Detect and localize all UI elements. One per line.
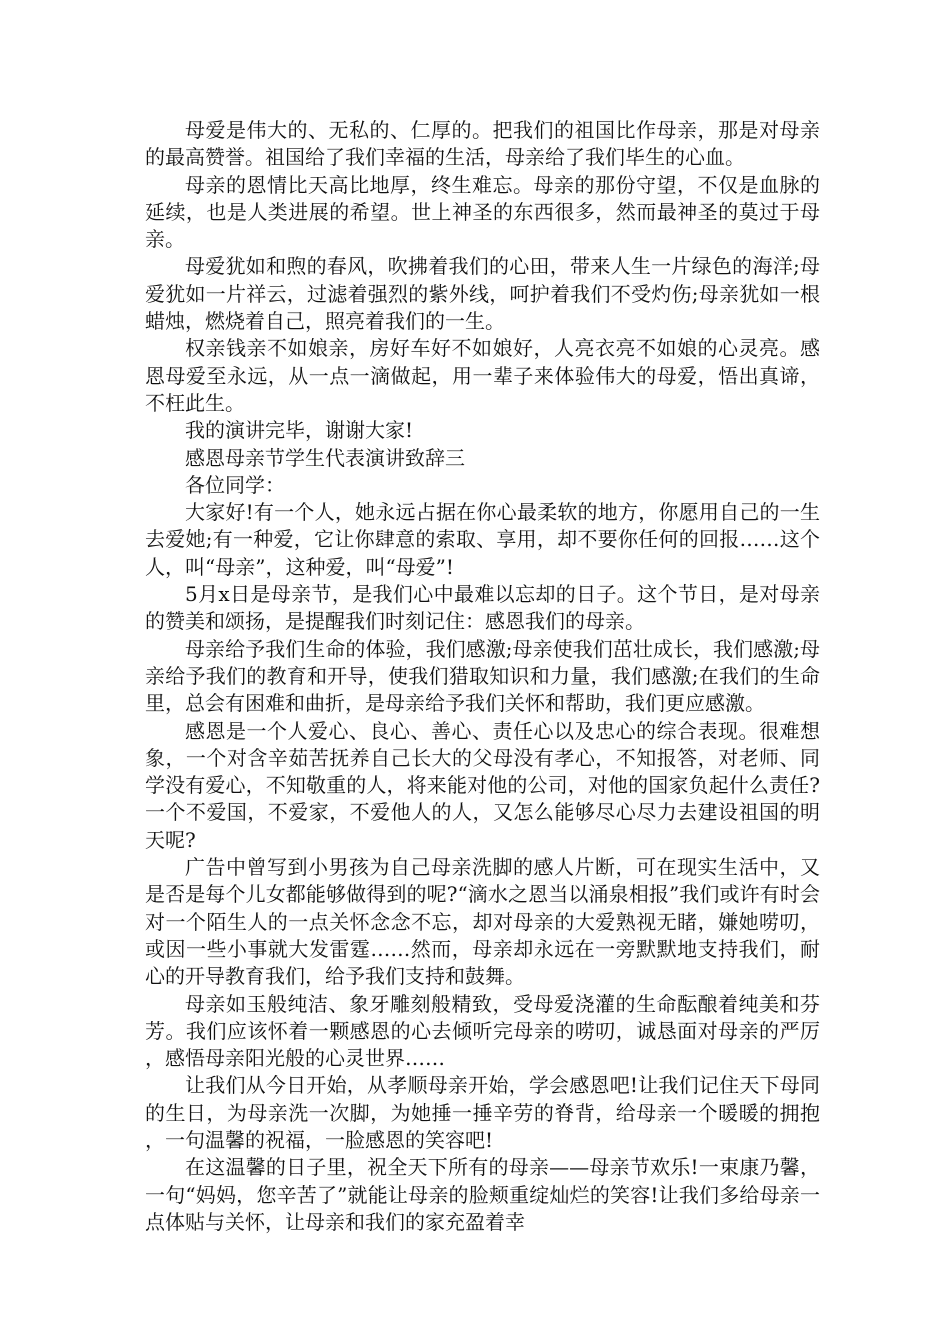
- paragraph-3: 母爱犹如和煦的春风，吹拂着我们的心田，带来人生一片绿色的海洋;母爱犹如一片祥云，过滤着强烈的紫外线，呵护着我们不受灼伤;母亲犹如一根蜡烛，燃烧着自己，照亮着我们的一生。: [145, 254, 820, 334]
- paragraph-1: 母爱是伟大的、无私的、仁厚的。把我们的祖国比作母亲，那是对母亲的最高赞誉。祖国给了我们幸福的生活，母亲给了我们毕生的心血。: [145, 118, 820, 170]
- paragraph-8: 大家好!有一个人，她永远占据在你心最柔软的地方，你愿用自己的一生去爱她;有一种爱，它让你肆意的索取、享用，却不要你任何的回报……这个人，叫“母亲”，这种爱，叫“母爱”!: [145, 500, 820, 579]
- paragraph-14: 让我们从今日开始，从孝顺母亲开始，学会感恩吧!让我们记住天下母同的生日，为母亲洗一次脚，为她捶一捶辛劳的脊背，给母亲一个暖暖的拥抱，一句温馨的祝福，一脸感恩的笑容吧!: [145, 1073, 820, 1152]
- paragraph-12: 广告中曾写到小男孩为自己母亲洗脚的感人片断，可在现实生活中，又是否是每个儿女都能够做得到的呢?“滴水之恩当以涌泉相报”我们或许有时会对一个陌生人的一点关怀念念不忘，却对母亲的大爱熟视无睹，嫌她唠叨，或因一些小事就大发雷霆……然而，母亲却永远在一旁默默地支持我们，耐心的开导教育我们，给予我们支持和鼓舞。: [145, 855, 820, 989]
- paragraph-15: 在这温馨的日子里，祝全天下所有的母亲——母亲节欢乐!一束康乃馨，一句“妈妈，您辛苦了”就能让母亲的脸颊重绽灿烂的笑容!让我们多给母亲一点体贴与关怀，让母亲和我们的家充盈着幸: [145, 1155, 820, 1234]
- document-body: [145, 117, 820, 1236]
- paragraph-4: 权亲钱亲不如娘亲，房好车好不如娘好，人亮衣亮不如娘的心灵亮。感恩母爱至永远，从一点一滴做起，用一辈子来体验伟大的母爱，悟出真谛，不枉此生。: [145, 336, 820, 415]
- paragraph-10: 母亲给予我们生命的体验，我们感激;母亲使我们茁壮成长，我们感激;母亲给予我们的教育和开导，使我们猎取知识和力量，我们感激;在我们的生命里，总会有困难和曲折，是母亲给予我们关怀和帮助，我们更应感激。: [145, 636, 820, 716]
- paragraph-13: 母亲如玉般纯洁、象牙雕刻般精致，受母爱浇灌的生命酝酿着纯美和芬芳。我们应该怀着一颗感恩的心去倾听完母亲的唠叨，诚恳面对母亲的严厉，感悟母亲阳光般的心灵世界……: [145, 991, 820, 1071]
- paragraph-11: 感恩是一个人爱心、良心、善心、责任心以及忠心的综合表现。很难想象，一个对含辛茹苦抚养自己长大的父母没有孝心，不知报答，对老师、同学没有爱心，不知敬重的人，将来能对他的公司，对他的国家负起什么责任?一个不爱国，不爱家，不爱他人的人，又怎么能够尽心尽力去建设祖国的明天呢?: [145, 718, 820, 852]
- paragraph-9: 5月x日是母亲节，是我们心中最难以忘却的日子。这个节日，是对母亲的赞美和颂扬，是提醒我们时刻记住：感恩我们的母亲。: [145, 582, 820, 634]
- speech-title: 感恩母亲节学生代表演讲致辞三: [185, 445, 465, 470]
- paragraph-2: 母亲的恩情比天高比地厚，终生难忘。母亲的那份守望，不仅是血脉的延续，也是人类进展的希望。世上神圣的东西很多，然而最神圣的莫过于母亲。: [145, 172, 820, 252]
- salutation: 各位同学：: [185, 472, 285, 497]
- closing-line: 我的演讲完毕，谢谢大家!: [185, 418, 414, 443]
